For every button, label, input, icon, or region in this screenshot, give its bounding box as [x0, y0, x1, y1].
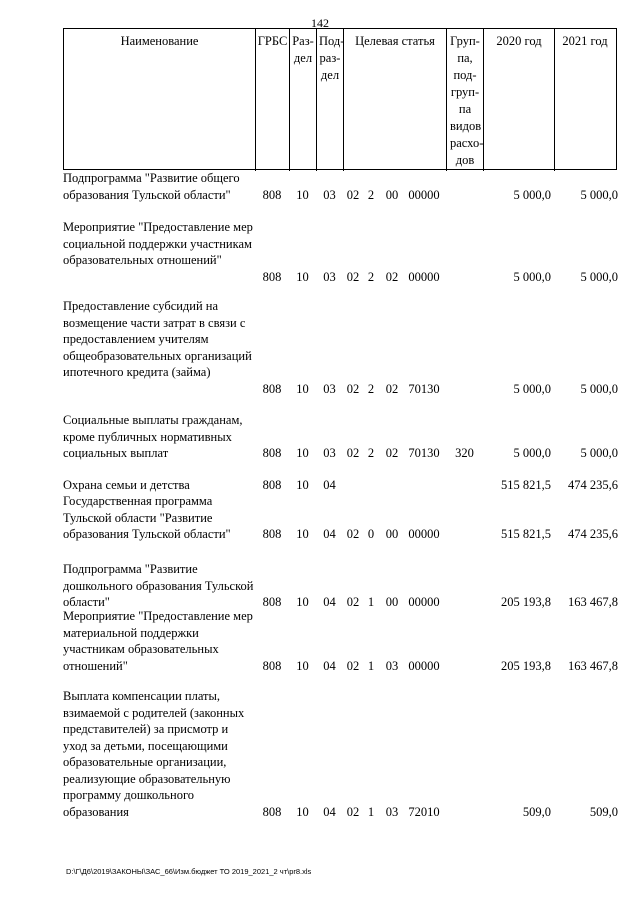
target-event-cell: 02 — [385, 446, 399, 460]
amount-2020-cell: 205 193,8 — [501, 658, 551, 673]
grbs-cell: 808 — [262, 269, 282, 284]
target-direction-cell: 00000 — [408, 658, 440, 673]
target-program-cell: 02 — [346, 269, 360, 284]
target-direction-cell: 00000 — [408, 527, 440, 541]
target-direction-cell: 00000 — [408, 595, 440, 609]
amount-2021-cell: 474 235,6 — [568, 478, 618, 492]
amount-2021-cell: 5 000,0 — [580, 381, 618, 396]
row-name: Подпрограмма "Развитие общего образования Тульской области" — [63, 171, 240, 202]
amount-2021-cell: 5 000,0 — [580, 446, 618, 460]
amount-2020-cell: 515 821,5 — [501, 527, 551, 541]
amount-2020-cell: 205 193,8 — [501, 595, 551, 609]
target-program-cell: 02 — [346, 658, 360, 673]
target-subprogram-cell: 0 — [367, 527, 375, 541]
header-target: Целевая статья — [344, 29, 447, 171]
target-subprogram-cell: 1 — [367, 658, 375, 673]
table-row — [0, 170, 640, 203]
target-direction-cell: 00000 — [408, 187, 440, 202]
grbs-cell: 808 — [262, 381, 282, 396]
amount-2020-cell: 509,0 — [522, 804, 551, 819]
file-path-footer: D:\Г\Д6\2019\ЗАКОНЫ\ЗАС_66\Изм.бюджет ТО 2019_2021_2 чт\pr8.xls — [66, 867, 312, 876]
target-direction-cell: 00000 — [408, 269, 440, 284]
grbs-cell: 808 — [262, 446, 282, 460]
target-subprogram-cell: 2 — [367, 381, 375, 396]
podrazdel-cell: 03 — [323, 381, 336, 396]
grbs-cell: 808 — [262, 187, 282, 202]
razdel-cell: 10 — [296, 381, 309, 396]
target-program-cell: 02 — [346, 381, 360, 396]
amount-2021-cell: 509,0 — [589, 804, 618, 819]
target-program-cell: 02 — [346, 446, 360, 460]
amount-2020-cell: 5 000,0 — [513, 381, 551, 396]
razdel-cell: 10 — [296, 446, 309, 460]
row-name: Мероприятие "Предоставление мер социальной поддержки участникам образовательных отношений" — [63, 220, 253, 267]
amount-2021-cell: 5 000,0 — [580, 269, 618, 284]
target-program-cell: 02 — [346, 187, 360, 202]
table-row — [0, 412, 640, 462]
razdel-cell: 10 — [296, 269, 309, 284]
target-event-cell: 00 — [385, 187, 399, 202]
podrazdel-cell: 03 — [323, 187, 336, 202]
podrazdel-cell: 03 — [323, 446, 336, 460]
target-event-cell: 03 — [385, 804, 399, 819]
amount-2020-cell: 5 000,0 — [513, 446, 551, 460]
table-row — [0, 608, 640, 674]
target-subprogram-cell: 2 — [367, 446, 375, 460]
podrazdel-cell: 03 — [323, 269, 336, 284]
target-subprogram-cell: 2 — [367, 187, 375, 202]
razdel-cell: 10 — [296, 527, 309, 541]
target-direction-cell: 70130 — [408, 446, 440, 460]
row-name: Мероприятие "Предоставление мер материальной поддержки участникам образовательных отношений" — [63, 609, 253, 673]
target-program-cell: 02 — [346, 595, 360, 609]
row-name: Выплата компенсации платы, взимаемой с родителей (законных представителей) за присмотр и уход за детьми, посещающими образовательные организации, реализующие образовательную программу дошкольного образования — [63, 689, 245, 819]
razdel-cell: 10 — [296, 478, 309, 492]
row-name: Государственная программа Тульской области "Развитие образования Тульской области" — [63, 494, 231, 541]
header-2021: 2021 год — [562, 34, 608, 48]
podrazdel-cell: 04 — [323, 658, 336, 673]
amount-2021-cell: 474 235,6 — [568, 527, 618, 541]
target-direction-cell: 72010 — [408, 804, 440, 819]
table-row — [0, 219, 640, 285]
header-name: Наименование — [64, 29, 256, 171]
razdel-cell: 10 — [296, 187, 309, 202]
amount-2021-cell: 5 000,0 — [580, 187, 618, 202]
amount-2021-cell: 163 467,8 — [568, 595, 618, 609]
amount-2020-cell: 5 000,0 — [513, 187, 551, 202]
grbs-cell: 808 — [262, 658, 282, 673]
target-event-cell: 03 — [385, 658, 399, 673]
target-direction-cell: 70130 — [408, 381, 440, 396]
target-event-cell: 02 — [385, 381, 399, 396]
header-grbs: ГРБС — [256, 29, 290, 171]
target-subprogram-cell: 1 — [367, 804, 375, 819]
header-group: Груп- па, под- груп- па видов расхо- дов — [447, 29, 484, 171]
table-header — [63, 28, 617, 170]
target-subprogram-cell: 2 — [367, 269, 375, 284]
table-row — [0, 298, 640, 397]
podrazdel-cell: 04 — [323, 804, 336, 819]
podrazdel-cell: 04 — [323, 478, 336, 492]
amount-2020-cell: 515 821,5 — [501, 478, 551, 492]
table-row — [0, 561, 640, 611]
target-event-cell: 00 — [385, 595, 399, 609]
row-name: Предоставление субсидий на возмещение части затрат в связи с предоставлением учителям общеобразовательных организаций ипотечного кредита (займа) — [63, 299, 252, 379]
page-number: 142 — [311, 16, 329, 30]
grbs-cell: 808 — [262, 804, 282, 819]
target-subprogram-cell: 1 — [367, 595, 375, 609]
table-row — [0, 493, 640, 543]
row-name: Охрана семьи и детства — [63, 478, 190, 492]
table-row — [0, 477, 640, 494]
target-program-cell: 02 — [346, 527, 360, 541]
expense-group-cell: 320 — [455, 446, 474, 460]
amount-2021-cell: 163 467,8 — [568, 658, 618, 673]
grbs-cell: 808 — [262, 595, 282, 609]
grbs-cell: 808 — [262, 478, 282, 492]
target-event-cell: 02 — [385, 269, 399, 284]
amount-2020-cell: 5 000,0 — [513, 269, 551, 284]
header-razdel: Раз- дел — [290, 29, 317, 171]
row-name: Подпрограмма "Развитие дошкольного образования Тульской области" — [63, 562, 254, 609]
razdel-cell: 10 — [296, 804, 309, 819]
podrazdel-cell: 04 — [323, 527, 336, 541]
table-row — [0, 688, 640, 820]
header-2020: 2020 год — [484, 29, 555, 171]
row-name: Социальные выплаты гражданам, кроме публичных нормативных социальных выплат — [63, 413, 243, 460]
grbs-cell: 808 — [262, 527, 282, 541]
header-podrazdel: Под- раз- дел — [317, 29, 344, 171]
target-program-cell: 02 — [346, 804, 360, 819]
razdel-cell: 10 — [296, 595, 309, 609]
podrazdel-cell: 04 — [323, 595, 336, 609]
target-event-cell: 00 — [385, 527, 399, 541]
razdel-cell: 10 — [296, 658, 309, 673]
